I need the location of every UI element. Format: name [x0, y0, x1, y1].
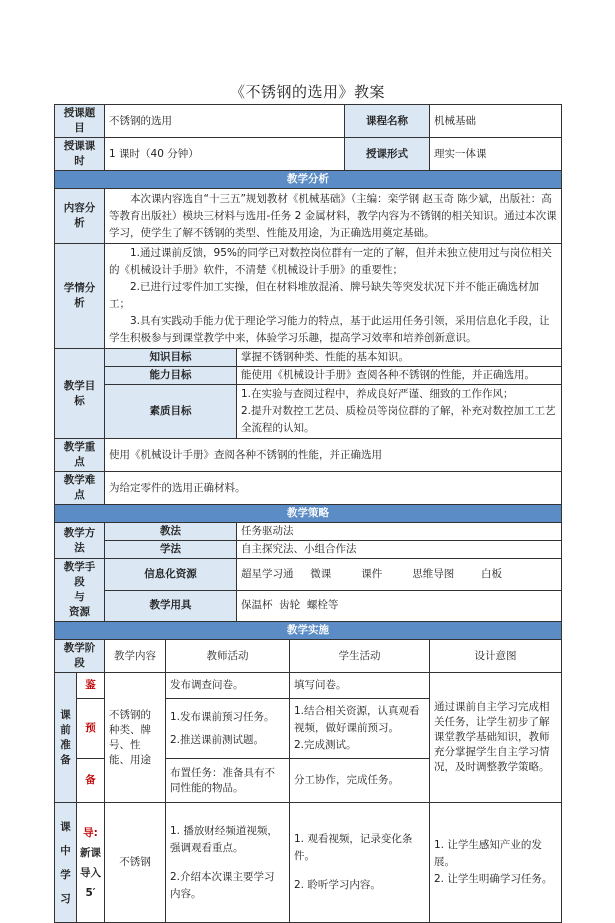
learner-item-2: 2.已进行过零件加工实操，但在材料堆放混淆、牌号缺失等突发状况下并不能正确选材加工； — [109, 281, 540, 310]
learn-method-text: 自主探究法、小组合作法 — [237, 541, 562, 559]
step-line: 导入 — [80, 866, 101, 879]
quality-item-1: 1.在实验与查阅过程中，养成良好严谨、细致的工作作风； — [241, 388, 514, 400]
info-resources-label: 信息化资源 — [105, 559, 237, 591]
quality-label: 素质目标 — [105, 385, 237, 439]
step-duration: 5′ — [85, 886, 96, 899]
pre-teacher-2: 1.发布课前预习任务。 — [170, 710, 275, 723]
resource-item: 课件 — [361, 567, 383, 580]
resource-item: 超星学习通 — [241, 567, 294, 580]
learner-analysis-label: 学情分析 — [55, 244, 105, 349]
objectives-label: 教学目标 — [55, 349, 105, 439]
section-strategy: 教学策略 — [55, 505, 562, 523]
teacher-header: 教师活动 — [166, 640, 290, 673]
difficulty-label: 教学难点 — [55, 472, 105, 505]
difficulty-text: 为给定零件的选用正确材料。 — [105, 472, 562, 505]
pre-student-4: 分工协作，完成任务。 — [290, 759, 430, 803]
info-resources — [237, 559, 562, 591]
step-bei: 备 — [77, 759, 105, 803]
in-student-2: 2. 聆听学习内容。 — [294, 879, 381, 891]
form-value: 理实一体课 — [430, 138, 562, 171]
course-value: 机械基础 — [430, 105, 562, 138]
content-header: 教学内容 — [105, 640, 166, 673]
stage-header: 教学阶段 — [55, 640, 105, 673]
pre-student-1: 填写问卷。 — [290, 673, 430, 699]
in-class-char: 课 — [60, 820, 71, 833]
hours-value: 1 课时（40 分钟） — [105, 138, 345, 171]
in-class-content: 不锈钢 — [105, 803, 166, 923]
form-label: 授课形式 — [345, 138, 430, 171]
pre-teacher-1: 发布调查问卷。 — [166, 673, 290, 699]
tools-text: 保温杯 齿轮 螺栓等 — [237, 590, 562, 622]
student-header: 学生活动 — [290, 640, 430, 673]
step-jian: 鉴 — [77, 673, 105, 699]
learner-item-1: 1.通过课前反馈，95%的同学已对数控岗位群有一定的了解，但并未独立使用过与岗位相关的《机械设计手册》软件，不清楚《机械设计手册》的重要性； — [109, 247, 552, 276]
pre-teacher-4: 布置任务：准备具有不同性能的物品。 — [166, 759, 290, 803]
knowledge-label: 知识目标 — [105, 349, 237, 367]
knowledge-text: 掌握不锈钢种类、性能的基本知识。 — [237, 349, 562, 367]
pre-class-label — [55, 673, 77, 803]
teach-method-text: 任务驱动法 — [237, 523, 562, 541]
ability-label: 能力目标 — [105, 367, 237, 385]
course-label: 课程名称 — [345, 105, 430, 138]
means-label-line-2: 与 — [74, 591, 85, 603]
in-class-char: 习 — [60, 892, 71, 905]
section-analysis: 教学分析 — [55, 171, 562, 189]
topic-label: 授课题目 — [55, 105, 105, 138]
step-line: 新课 — [80, 846, 101, 859]
step-yu: 预 — [77, 699, 105, 759]
means-label-line-3: 资源 — [69, 606, 90, 618]
page-title: 《不锈钢的选用》教案 — [229, 83, 385, 101]
pre-class-char: 备 — [60, 753, 71, 766]
key-point-label: 教学重点 — [55, 439, 105, 472]
methods-label: 教学方法 — [55, 523, 105, 559]
pre-student-2: 1.结合相关资源，认真观看视频，做好课前预习。 — [294, 705, 420, 734]
content-analysis-text: 本次课内容选自“十三五”规划教材《机械基础》（主编：栾学钢 赵玉奇 陈少斌，出版社：高等教育出版社）模块三材料与选用-任务 2 金属材料，教学内容为不锈钢的相关知识。通过本次课学习，使学生了解不锈钢的类型、性能及用途，为正确选用奠定基础。 — [109, 192, 557, 239]
lesson-plan-table — [54, 104, 562, 923]
intent-header: 设计意图 — [430, 640, 562, 673]
teach-method-label: 教法 — [105, 523, 237, 541]
learn-method-label: 学法 — [105, 541, 237, 559]
resource-item: 微课 — [310, 567, 332, 580]
resource-item: 白板 — [481, 567, 502, 580]
pre-teacher-3: 2.推送课前测试题。 — [170, 733, 265, 746]
in-class-label — [55, 803, 77, 923]
pre-class-intent: 通过课前自主学习完成相关任务，让学生初步了解课堂教学基础知识，教师充分掌握学生自主学习情况，及时调整教学策略。 — [430, 673, 562, 803]
resource-item: 思维导图 — [412, 567, 455, 580]
in-intent-2: 2. 让学生明确学习任务。 — [434, 873, 553, 885]
tools-label: 教学用具 — [105, 590, 237, 622]
quality-item-2: 2.提升对数控工艺员、质检员等岗位群的了解，补充对数控加工工艺全流程的认知。 — [241, 405, 556, 434]
learner-item-3: 3.具有实践动手能力优于理论学习能力的特点，基于此运用任务引领，采用信息化手段，让学生积极参与到课堂教学中来，体验学习乐趣，提高学习效率和培养创新意识。 — [109, 315, 550, 344]
in-teacher-1: 1. 播放财经频道视频，强调观看重点。 — [170, 824, 278, 854]
content-analysis-label: 内容分析 — [55, 189, 105, 244]
pre-class-char: 课 — [60, 708, 71, 721]
topic-value: 不锈钢的选用 — [105, 105, 345, 138]
in-class-step — [77, 803, 105, 923]
in-teacher-2: 2.介绍本次课主要学习内容。 — [170, 870, 275, 900]
in-class-char: 中 — [60, 844, 71, 857]
pre-student-3: 2.完成测试。 — [294, 739, 357, 751]
step-dao: 导: — [83, 826, 98, 839]
in-student-1: 1. 观看视频，记录变化条件。 — [294, 833, 413, 862]
in-intent-1: 1. 让学生感知产业的发展。 — [434, 839, 542, 868]
pre-class-char: 前 — [60, 723, 71, 736]
hours-label: 授课课时 — [55, 138, 105, 171]
in-class-char: 学 — [60, 868, 71, 881]
pre-class-char: 准 — [60, 738, 71, 751]
means-label — [55, 559, 105, 622]
means-label-line-1: 教学手段 — [63, 561, 96, 588]
key-point-text: 使用《机械设计手册》查阅各种不锈钢的性能，并正确选用 — [105, 439, 562, 472]
ability-text: 能使用《机械设计手册》查阅各种不锈钢的性能，并正确选用。 — [237, 367, 562, 385]
section-implementation: 教学实施 — [55, 622, 562, 640]
pre-class-content: 不锈钢的种类、牌号、性能、用途 — [105, 673, 166, 803]
